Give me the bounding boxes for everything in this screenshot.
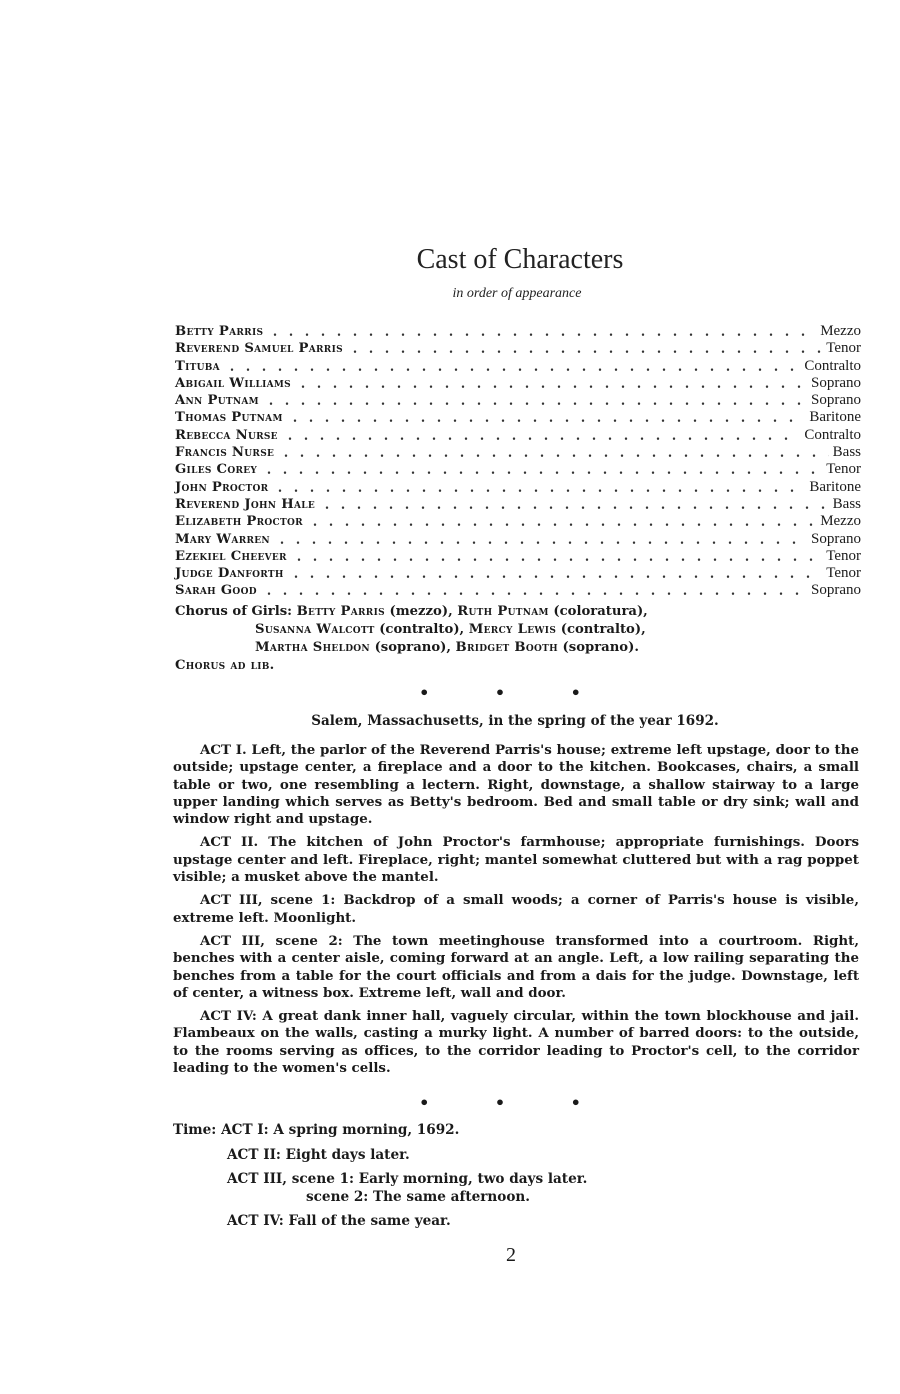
dot-leader	[274, 531, 807, 548]
act-description: ACT IV: A great dank inner hall, vaguely circular, within the town blockhouse and jail. Flambeaux on the walls, casting a murky light. A number of barred doors: to the outside, to the rooms serving as offices, to the corridor leading to Proctor's cell, to the corridor leading to the women's cells.	[173, 1008, 859, 1077]
cast-row	[175, 392, 861, 409]
cast-row	[175, 427, 861, 444]
act-description: ACT II. The kitchen of John Proctor's farmhouse; appropriate furnishings. Doors upstage center and left. Fireplace, right; mantel somewhat cluttered but with a rag poppet visible; a musket above the mantel.	[173, 834, 859, 886]
character-name: Tituba	[175, 358, 220, 374]
cast-row	[175, 582, 861, 599]
dot-leader	[295, 375, 807, 392]
cast-row	[175, 565, 861, 582]
cast-row	[175, 496, 861, 513]
voice-type: Mezzo	[820, 513, 861, 530]
dot-leader	[282, 427, 801, 444]
cast-row	[175, 323, 861, 340]
character-name: Reverend Samuel Parris	[175, 341, 343, 357]
dot-leader	[278, 444, 828, 461]
voice-type: Tenor	[826, 461, 861, 478]
voice-type: Tenor	[826, 547, 861, 564]
character-name: Reverend John Hale	[175, 496, 316, 512]
time-line	[173, 1118, 587, 1143]
act-description: ACT III, scene 1: Backdrop of a small woods; a corner of Parris's house is visible, extreme left. Moonlight.	[173, 892, 859, 926]
character-name: Rebecca Nurse	[175, 427, 278, 443]
page-number: 2	[506, 1244, 516, 1266]
dot-leader	[288, 565, 823, 582]
cast-row	[175, 375, 861, 392]
character-name: Ann Putnam	[175, 393, 259, 409]
chorus-ad-lib: Chorus ad lib.	[175, 658, 275, 673]
voice-type: Soprano	[811, 392, 861, 409]
chorus-label: Chorus of Girls:	[175, 604, 293, 619]
time-label: Time:	[173, 1122, 217, 1138]
chorus-member-voice: (coloratura),	[553, 604, 648, 619]
character-name: Mary Warren	[175, 531, 270, 547]
dot-leader	[291, 548, 822, 565]
character-name: Thomas Putnam	[175, 410, 283, 426]
cast-row	[175, 340, 861, 357]
page-subtitle: in order of appearance	[452, 286, 582, 301]
section-separator: • • •	[419, 683, 611, 702]
time-act1: ACT I: A spring morning, 1692.	[221, 1122, 460, 1138]
time-act4: ACT IV: Fall of the same year.	[227, 1213, 451, 1229]
time-schedule	[173, 1118, 587, 1234]
character-name: John Proctor	[175, 479, 269, 495]
act-description: ACT III, scene 2: The town meetinghouse transformed into a courtroom. Right, benches with a center aisle, coming forward at an angle. Left, a low railing separating the benches from a table for the court officials and from a dais for the judge. Downstage, left of center, a witness box. Extreme left, wall and door.	[173, 932, 859, 1001]
dot-leader	[224, 358, 800, 375]
voice-type: Tenor	[826, 565, 861, 582]
cast-row	[175, 548, 861, 565]
voice-type: Soprano	[811, 582, 861, 599]
chorus-member-voice: (soprano).	[562, 640, 639, 655]
voice-type: Mezzo	[820, 323, 861, 339]
dot-leader	[261, 461, 822, 478]
time-act3-scene1: ACT III, scene 1: Early morning, two days later.	[227, 1171, 588, 1187]
character-name: Giles Corey	[175, 462, 258, 478]
character-name: Betty Parris	[175, 324, 264, 339]
time-act3-scene2: scene 2: The same afternoon.	[306, 1188, 531, 1205]
cast-row	[175, 531, 861, 548]
voice-type: Baritone	[809, 478, 861, 495]
time-act2: ACT II: Eight days later.	[227, 1146, 410, 1163]
dot-leader	[319, 496, 829, 513]
chorus-member-name: Ruth Putnam	[457, 604, 549, 619]
character-name: Sarah Good	[175, 583, 257, 599]
cast-row	[175, 358, 861, 375]
dot-leader	[347, 340, 822, 357]
voice-type: Soprano	[811, 530, 861, 547]
chorus-member-name: Susanna Walcott	[255, 622, 375, 637]
cast-row	[175, 444, 861, 461]
voice-type: Tenor	[826, 340, 861, 357]
character-name: Francis Nurse	[175, 445, 275, 461]
voice-type: Soprano	[811, 374, 861, 391]
chorus-member-name: Mercy Lewis	[468, 622, 557, 637]
dot-leader	[287, 409, 806, 426]
chorus-member-voice: (contralto),	[379, 622, 465, 637]
voice-type: Bass	[832, 495, 861, 512]
chorus-member-name: Martha Sheldon	[255, 640, 370, 655]
character-name: Ezekiel Cheever	[175, 548, 287, 564]
voice-type: Contralto	[804, 357, 861, 374]
cast-list	[175, 323, 861, 600]
dot-leader	[272, 479, 805, 496]
dot-leader	[263, 392, 807, 409]
chorus-member-voice: (mezzo),	[389, 604, 453, 619]
dot-leader	[307, 513, 816, 530]
cast-row	[175, 513, 861, 530]
character-name: Elizabeth Proctor	[175, 514, 303, 530]
chorus-line-3	[175, 639, 648, 657]
chorus-member-voice: (contralto),	[560, 622, 646, 637]
setting-line: Salem, Massachusetts, in the spring of the year 1692.	[311, 713, 719, 729]
chorus-line-1	[175, 603, 648, 621]
cast-row	[175, 461, 861, 478]
chorus-list	[175, 603, 648, 675]
dot-leader	[261, 582, 807, 599]
chorus-member-name: Bridget Booth	[455, 640, 558, 655]
act-descriptions	[173, 742, 859, 1083]
chorus-line-2	[175, 621, 648, 639]
chorus-member-voice: (soprano),	[374, 640, 451, 655]
voice-type: Baritone	[809, 409, 861, 426]
character-name: Abigail Williams	[175, 375, 291, 391]
cast-row	[175, 409, 861, 426]
character-name: Judge Danforth	[175, 566, 284, 582]
cast-row	[175, 479, 861, 496]
dot-leader	[267, 323, 816, 340]
section-separator: • • •	[419, 1093, 611, 1112]
voice-type: Bass	[832, 444, 861, 461]
act-description: ACT I. Left, the parlor of the Reverend Parris's house; extreme left upstage, door to the outside; upstage center, a fireplace and a door to the kitchen. Bookcases, chairs, a small table or two, one resembling a lectern. Right, downstage, a shallow stairway to a large upper landing which serves as Betty's bedroom. Bed and small table or dry sink; wall and window right and upstage.	[173, 742, 859, 828]
voice-type: Contralto	[804, 426, 861, 443]
page-title: Cast of Characters	[416, 244, 624, 275]
chorus-member-name: Betty Parris	[296, 604, 385, 619]
